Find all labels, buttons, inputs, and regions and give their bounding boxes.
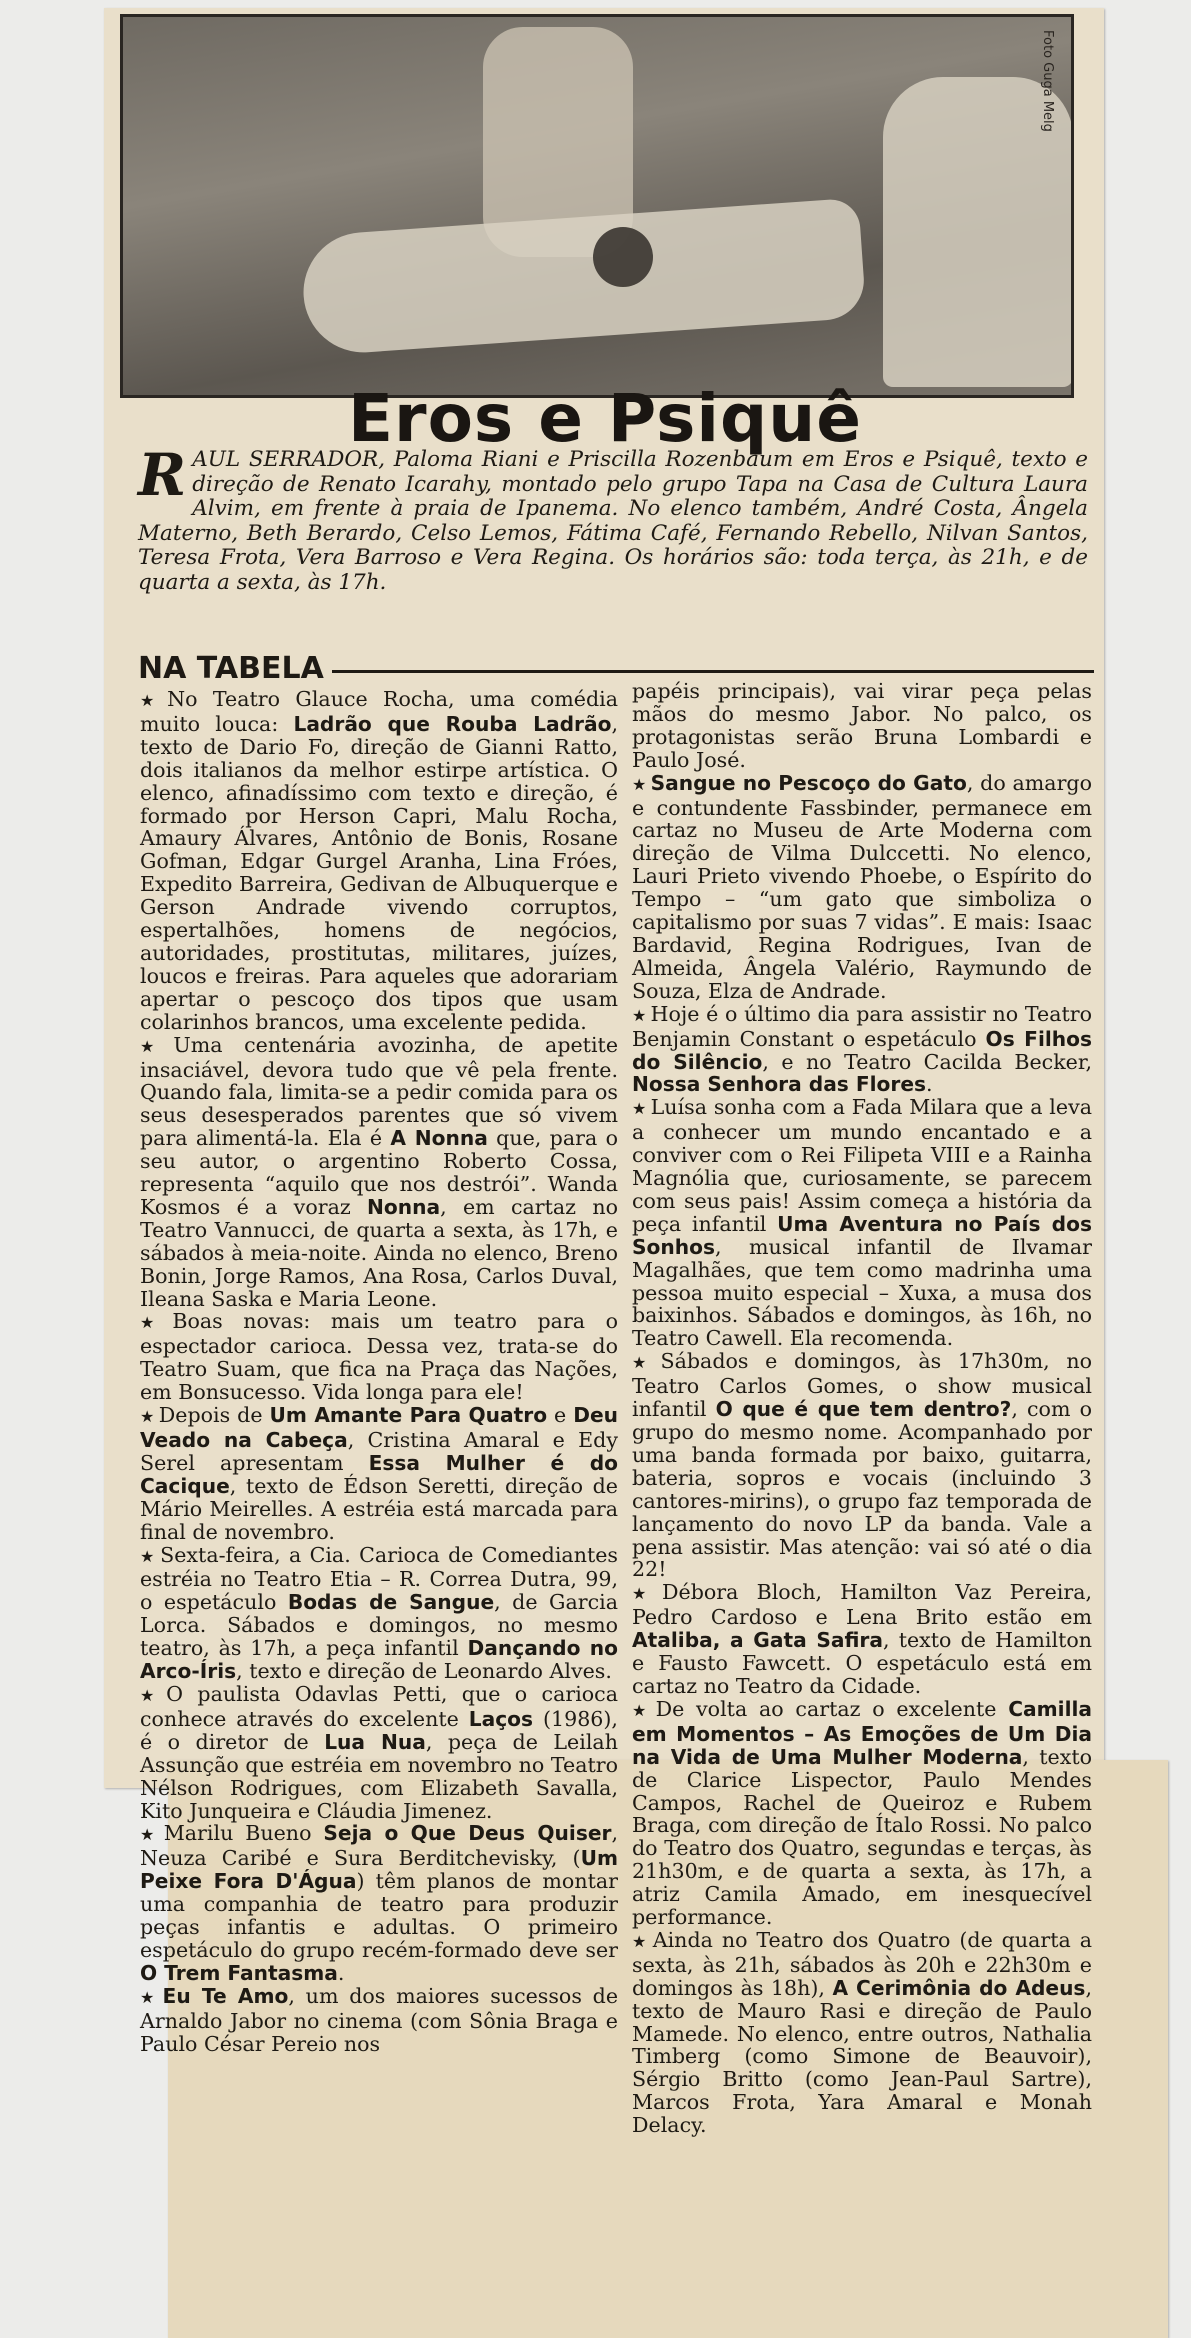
play-title: Um Peixe Fora D'Água — [140, 1846, 618, 1894]
play-title: Seja o Que Deus Quiser — [323, 1821, 612, 1846]
text: , musical infantil de Ilvamar Magalhães, que tem como madrinha uma pessoa muito especial – Xuxa, a musa dos baixinhos. Sábados e domingos, às 16h, no Teatro Cawell. Ela recomenda. — [632, 1234, 1092, 1351]
play-title: Eu Te Amo — [162, 1983, 289, 2008]
play-title: Nonna — [367, 1194, 441, 1219]
intro-paragraph — [138, 441, 1088, 596]
photo-figure-head — [593, 227, 653, 287]
section-rule — [332, 670, 1094, 673]
text: e — [547, 1403, 574, 1428]
section-title: NA TABELA — [138, 650, 324, 686]
text: . — [926, 1072, 933, 1097]
play-title: Sangue no Pescoço do Gato — [650, 770, 967, 795]
text: , um dos maiores sucessos de Arnaldo Jabor no cinema (com Sônia Braga e Paulo César Pereio nos — [140, 1983, 619, 2056]
play-title: Nossa Senhora das Flores — [632, 1072, 927, 1097]
star-icon: ★ — [632, 774, 647, 794]
photo-figure-lying — [299, 198, 866, 357]
play-title: O Trem Fantasma — [140, 1960, 338, 1985]
item-eu-te-amo — [140, 1985, 618, 2056]
item-eu-te-amo-cont — [632, 680, 1092, 772]
play-title: Deu Veado na Cabeça — [140, 1403, 618, 1452]
intro-text: AUL SERRADOR, Paloma Riani e Priscilla Rozenbaum em Eros e Psiquê, texto e direção de Renato Icarahy, montado pelo grupo Tapa na Casa de Cultura Laura Alvim, em frente à praia de Ipanema. No elenco também, André Costa, Ângela Materno, Beth Berardo, Celso Lemos, Fátima Café, Fernando Rebello, Nilvan Santos, Teresa Frota, Vera Barroso e Vera Regina. Os horários são: toda terça, às 21h, e de quarta a sexta, às 17h. — [138, 447, 1088, 595]
text: , Cristina Amaral e Edy Serel apresentam — [140, 1428, 618, 1475]
item-aventura — [632, 1096, 1092, 1350]
star-icon: ★ — [140, 1825, 160, 1845]
text: , texto de Dario Fo, direção de Gianni Ratto, dois italianos da melhor estirpe artística. O elenco, afinadíssimo com texto e direção, é formado por Herson Capri, Malu Rocha, Amaury Álvares, Antônio de Bonis, Rosane Gofman, Edgar Gurgel Aranha, Lina Fróes, Expedito Barreira, Gedivan de Albuquerque e Gerson Andrade vivendo corruptos, espertalhões, homens de negócios, autoridades, prostitutas, militares, juízes, loucos e freiras. Para aqueles que adorariam apertar o pescoço dos tipos que usam colarinhos brancos, uma excelente pedida. — [140, 711, 618, 1034]
text: Boas novas: mais um teatro para o espectador carioca. Dessa vez, trata-se do Teatro Suam, que fica na Praça das Nações, em Bonsucesso. Vida longa para ele! — [140, 1309, 619, 1405]
text: , Neuza Caribé e Sura Berditchevisky, ( — [140, 1821, 618, 1871]
star-icon: ★ — [632, 1005, 647, 1025]
star-icon: ★ — [140, 1987, 159, 2007]
item-nonna — [140, 1034, 618, 1311]
star-icon: ★ — [140, 1685, 163, 1705]
star-icon: ★ — [632, 1099, 647, 1119]
item-filhos — [632, 1003, 1092, 1097]
text: que, para o seu autor, o argentino Roberto Cossa, representa “aquilo que nos destrói”. Wanda Kosmos é a voraz — [140, 1126, 618, 1219]
column-right — [632, 680, 1092, 2137]
star-icon: ★ — [140, 1546, 157, 1566]
play-title: Essa Mulher é do Cacique — [140, 1450, 618, 1498]
play-title: Camilla em Momentos – As Emoções de Um Dia na Vida de Uma Mulher Moderna — [632, 1696, 1093, 1769]
text: Débora Bloch, Hamilton Vaz Pereira, Pedro Cardoso e Lena Brito estão em — [632, 1580, 1093, 1630]
text: , texto e direção de Leonardo Alves. — [236, 1659, 612, 1684]
star-icon: ★ — [140, 1036, 170, 1056]
text: , em cartaz no Teatro Vannucci, de quarta a sexta, às 17h, e sábados à meia-noite. Ainda no elenco, Breno Bonin, Jorge Ramos, Ana Rosa, Carlos Duval, Ileana Saska e Maria Leone. — [140, 1194, 619, 1311]
text: , e no Teatro Cacilda Becker, — [762, 1049, 1092, 1074]
item-marilu — [140, 1822, 618, 1984]
text: , peça de Leilah Assunção que estréia em novembro no Teatro Nélson Rodrigues, com Elizabeth Savalla, Kito Junqueira e Cláudia Jimenez. — [140, 1729, 618, 1823]
play-title: Ladrão que Rouba Ladrão — [293, 711, 612, 736]
play-title: Uma Aventura no País dos Sonhos — [632, 1211, 1092, 1259]
text: Hoje é o último dia para assistir no Teatro Benjamin Constant o espetáculo — [632, 1001, 1093, 1051]
item-sangue — [632, 772, 1092, 1003]
play-title: Lua Nua — [324, 1729, 426, 1754]
item-ataliba — [632, 1581, 1092, 1698]
star-icon: ★ — [632, 1353, 657, 1373]
play-title: Laços — [468, 1706, 534, 1731]
text: Uma centenária avozinha, de apetite insaciável, devora tudo que vê pela frente. Quando fala, limita-se a pedir comida para os seus desesperados parentes que só vivem para alimentá-la. Ela é — [140, 1032, 619, 1151]
text: , texto de Clarice Lispector, Paulo Mendes Campos, Rachel de Queiroz e Rubem Braga, com direção de Ítalo Rossi. No palco do Teatro dos Quatro, segundas e terças, às 21h30m, e de quarta a sexta, às 17h, a atriz Camila Amado, em inesquecível performance. — [632, 1744, 1092, 1930]
star-icon: ★ — [140, 1407, 155, 1427]
text: , texto de Édson Seretti, direção de Mário Meirelles. A estréia está marcada para final de novembro. — [140, 1473, 618, 1544]
text: Sábados e domingos, às 17h30m, no Teatro Carlos Gomes, o show musical infantil — [632, 1349, 1092, 1422]
star-icon: ★ — [632, 1584, 658, 1604]
star-icon: ★ — [632, 1700, 652, 1720]
drop-cap: R — [138, 441, 187, 509]
text: papéis principais), vai virar peça pelas mãos do mesmo Jabor. No palco, os protagonistas serão Bruna Lombardi e Paulo José. — [632, 679, 1092, 772]
text: No Teatro Glauce Rocha, uma comédia muito louca: — [140, 687, 619, 736]
item-cacique — [140, 1404, 618, 1543]
text: Marilu Bueno — [163, 1821, 324, 1846]
item-bodas — [140, 1544, 618, 1683]
text: Ainda no Teatro dos Quatro (de quarta a sexta, às 21h, sábados às 20h e 22h30m e domingos às 18h), — [632, 1927, 1093, 2000]
star-icon: ★ — [632, 1931, 649, 1951]
text: , de Garcia Lorca. Sábados e domingos, no mesmo teatro, às 17h, a peça infantil — [140, 1590, 618, 1661]
text: , do amargo e contundente Fassbinder, permanece em cartaz no Museu de Arte Moderna com direção de Vilma Dulccetti. No elenco, Lauri Prieto vivendo Phoebe, o Espírito do Tempo – “um gato que simboliza o capitalismo por suas 7 vidas”. E mais: Isaac Bardavid, Regina Rodrigues, Ivan de Almeida, Ângela Valério, Raymundo de Souza, Elza de Andrade. — [632, 770, 1092, 1003]
play-title: Os Filhos do Silêncio — [632, 1026, 1093, 1074]
play-title: O que é que tem dentro? — [715, 1397, 1012, 1422]
text: Depois de — [158, 1403, 270, 1428]
play-title: Bodas de Sangue — [287, 1590, 495, 1615]
text: (1986), é o diretor de — [140, 1706, 618, 1754]
play-title: Dançando no Arco-Íris — [140, 1636, 618, 1684]
item-suam — [140, 1310, 618, 1404]
play-title: A Cerimônia do Adeus — [832, 1975, 1086, 2000]
item-camilla — [632, 1698, 1092, 1929]
text: , texto de Mauro Rasi e direção de Paulo Mamede. No elenco, entre outros, Nathalia Timberg (como Simone de Beauvoir), Sérgio Britto (como Jean-Paul Sartre), Marcos Frota, Yara Amaral e Monah Delacy. — [632, 1975, 1092, 2138]
text: ) têm planos de montar uma companhia de teatro para produzir peças infantis e adultas. O primeiro espetáculo do grupo recém-formado deve ser — [140, 1869, 618, 1962]
text: , texto de Hamilton e Fausto Fawcett. O espetáculo está em cartaz no Teatro da Cidade. — [632, 1628, 1093, 1698]
star-icon: ★ — [140, 1313, 169, 1333]
play-title: Ataliba, a Gata Safira — [632, 1628, 883, 1653]
play-title: Um Amante Para Quatro — [269, 1403, 548, 1428]
stage-photo — [120, 14, 1074, 398]
text: Sexta-feira, a Cia. Carioca de Comediantes estréia no Teatro Etia – R. Correa Dutra, 99, o espetáculo — [140, 1542, 619, 1615]
photo-credit: Foto Guga Melg — [1040, 30, 1055, 132]
item-lua-nua — [140, 1683, 618, 1822]
text: , com o grupo do mesmo nome. Acompanhado por uma banda formada por baixo, guitarra, bateria, sopros e vocais (incluindo 3 cantores-mirins), o grupo faz temporada de lançamento do novo LP da banda. Vale a pena assistir. Mas atenção: vai só até o dia 22! — [632, 1397, 1093, 1582]
item-ladrao — [140, 688, 618, 1034]
text: O paulista Odavlas Petti, que o carioca conhece através do excelente — [140, 1681, 618, 1731]
text: De volta ao cartaz o excelente — [655, 1696, 1009, 1721]
item-dentro — [632, 1350, 1092, 1581]
item-cerimonia — [632, 1929, 1092, 2137]
text: . — [337, 1960, 345, 1985]
play-title: A Nonna — [390, 1126, 488, 1151]
text: Luísa sonha com a Fada Milara que a leva a conhecer um mundo encantado e a conviver com o Rei Filipeta VIII e a Rainha Magnólia que, curiosamente, se parecem com seus pais! Assim começa a história da peça infantil — [632, 1095, 1092, 1236]
star-icon: ★ — [140, 691, 164, 710]
column-left-upper — [140, 688, 618, 2055]
headline: Eros e Psiquê — [347, 380, 863, 457]
